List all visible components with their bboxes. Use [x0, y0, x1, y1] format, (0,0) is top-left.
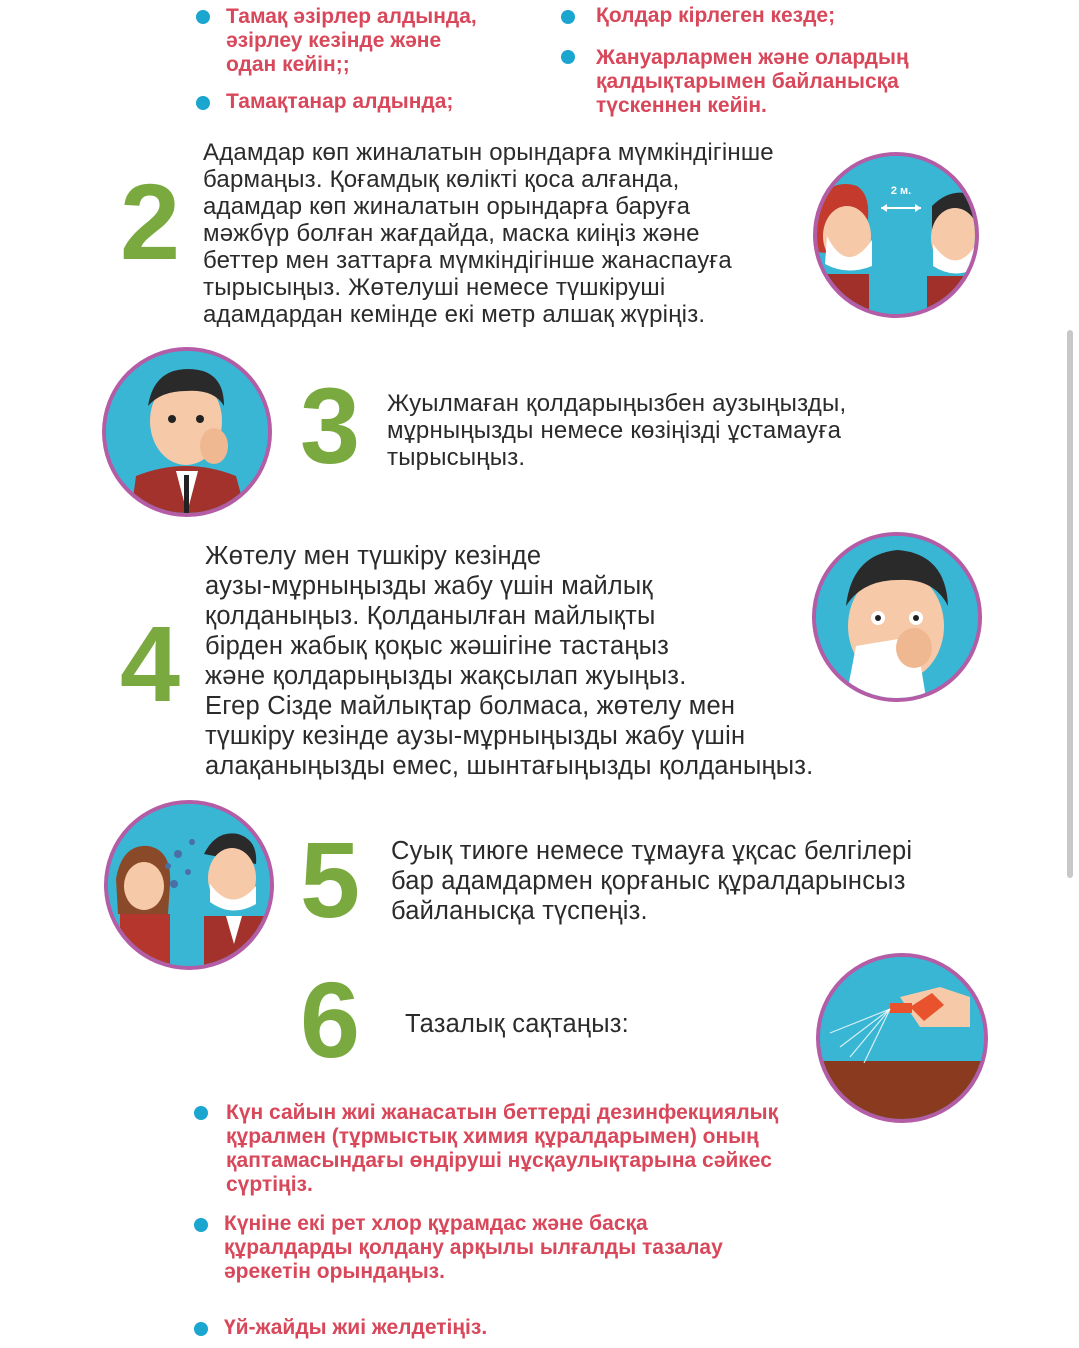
bullet-dot — [194, 1322, 208, 1336]
step-number: 5 — [300, 819, 361, 940]
bullet-text: Жануарлармен және олардың қалдықтарымен байланысқа түскеннен кейін. — [596, 46, 909, 117]
step-text: Жуылмаған қолдарыңызбен аузыңызды, мұрныңызды немесе көзіңізді ұстамауға тырысыңыз. — [387, 390, 847, 471]
step-number: 4 — [120, 603, 181, 724]
step-text: Жөтелу мен түшкіру кезінде аузы-мұрныңызды жабу үшін майлық қолданыңыз. Қолданылған майлықты бірден жабық қоқыс жәшігіне тастаңыз және қолдарыңызды жақсылап жуыңыз. Егер Сізде майлықтар болмаса, жөтелу мен түшкіру кезінде аузы-мұрныңызды жабу үшін алақаныңызды емес, шынтағыңызды қолданыңыз. — [205, 542, 814, 780]
step-number: 3 — [300, 365, 361, 486]
bullet-text: Күніне екі рет хлор құрамдас және басқа құралдарды қолдану арқылы ылғалды тазалау әрекетін орындаңыз. — [224, 1212, 723, 1283]
spray-cleaning-illustration — [816, 953, 988, 1123]
face-touch-illustration — [102, 347, 272, 517]
bullet-text: Үй-жайды жиі желдетіңіз. — [224, 1316, 488, 1339]
vertical-scrollbar[interactable] — [1067, 330, 1073, 878]
bullet-dot — [196, 96, 210, 110]
bullet-dot — [561, 10, 575, 24]
people-distance-illustration — [813, 152, 979, 318]
step-text: Суық тиюге немесе тұмауға ұқсас белгілері бар адамдармен қорғаныс құралдарынсыз байланысқа түспеңіз. — [391, 837, 913, 925]
step-text: Адамдар көп жиналатын орындарға мүмкіндігінше бармаңыз. Қоғамдық көлікті қоса алғанда, адамдар көп жиналатын орындарға баруға мәжбүр болған жағдайда, маска киіңіз және беттер мен заттарға мүмкіндігінше жанаспауға тырысыңыз. Жөтелуші немесе түшкіруші адамдардан кемінде екі метр алшақ жүріңіз. — [203, 139, 774, 328]
bullet-text: Тамақ әзірлер алдында, әзірлеу кезінде және одан кейін;; — [226, 5, 477, 76]
bullet-dot — [194, 1106, 208, 1120]
distance-label: 2 м. — [890, 185, 912, 197]
step-number: 6 — [300, 959, 361, 1080]
step-number: 2 — [120, 161, 181, 282]
bullet-text: Қолдар кірлеген кезде; — [596, 4, 836, 27]
bullet-text: Тамақтанар алдында; — [226, 90, 454, 113]
cough-mask-illustration — [104, 800, 274, 970]
bullet-dot — [194, 1218, 208, 1232]
bullet-dot — [561, 50, 575, 64]
step-text: Тазалық сақтаңыз: — [405, 1010, 629, 1038]
bullet-dot — [196, 10, 210, 24]
sneeze-tissue-illustration — [812, 532, 982, 702]
bullet-text: Күн сайын жиі жанасатын беттерді дезинфекциялық құралмен (тұрмыстық химия құралдарымен) оның қаптамасындағы өндіруші нұсқаулықтарына сәйкес сүртіңіз. — [226, 1101, 779, 1196]
